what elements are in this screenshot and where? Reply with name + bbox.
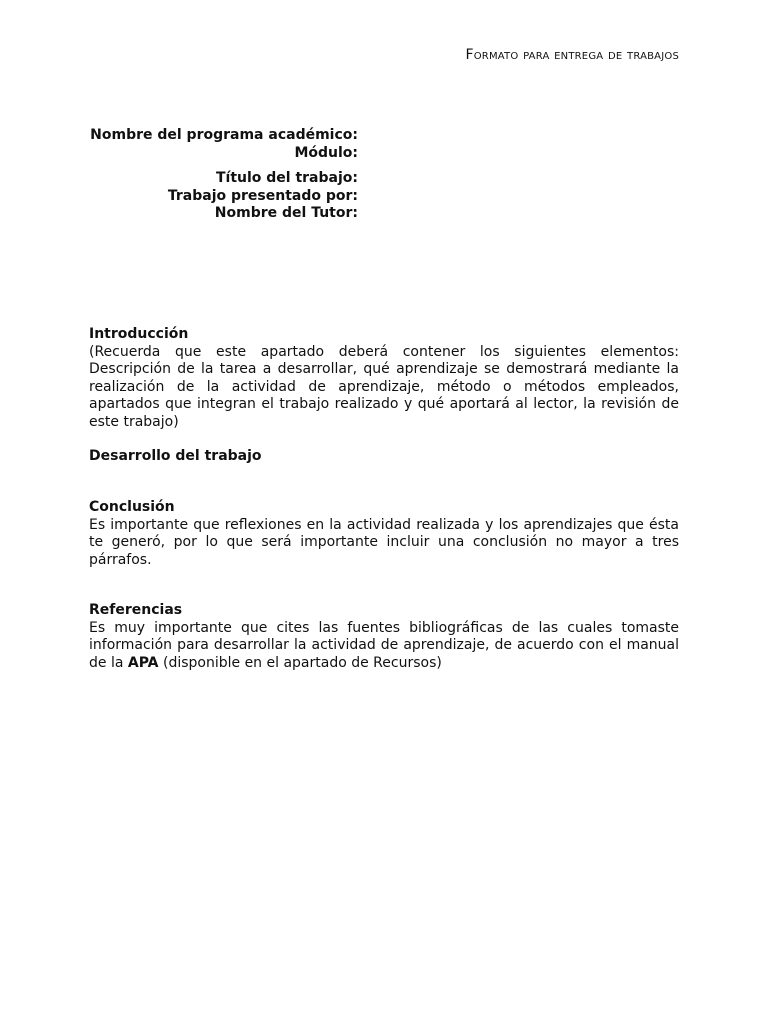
section-referencias xyxy=(89,602,679,672)
field-label-tutor: Nombre del Tutor: xyxy=(214,205,358,221)
section-introduccion xyxy=(89,326,679,432)
section-body-introduccion: (Recuerda que este apartado deberá contener los siguientes elementos: Descripción de la tarea a desarrollar, qué aprendizaje se demostrará mediante la realización de la actividad de aprendizaje, método o métodos empleados, apartados que integran el trabajo realizado y qué aportará al lector, la revisión de este trabajo) xyxy=(89,343,679,430)
field-label-modulo: Módulo: xyxy=(294,144,358,161)
section-heading-conclusion: Conclusión xyxy=(89,499,175,515)
section-heading-introduccion: Introducción xyxy=(89,326,189,342)
section-heading-referencias: Referencias xyxy=(89,602,183,618)
document-title: Formato para entrega de trabajos xyxy=(465,47,679,63)
section-body-referencias xyxy=(89,620,679,673)
section-desarrollo xyxy=(89,448,679,466)
referencias-apa-bold: APA xyxy=(127,654,159,671)
field-label-presentado: Trabajo presentado por: xyxy=(167,187,358,204)
field-label-titulo: Título del trabajo: xyxy=(215,170,358,186)
referencias-text-start: Es muy importante que cites las fuentes bibliográficas de las cuales tomaste información para desarrollar la actividad de aprendizaje, de acuerdo con el manual de la xyxy=(89,619,679,671)
field-label-programa: Nombre del programa académico: xyxy=(90,127,358,143)
section-body-conclusion: Es importante que reflexiones en la actividad realizada y los aprendizajes que ésta te generó, por lo que será importante incluir una conclusión no mayor a tres párrafos. xyxy=(89,516,679,568)
referencias-text-end: (disponible en el apartado de Recursos) xyxy=(158,654,442,671)
section-heading-desarrollo: Desarrollo del trabajo xyxy=(89,448,262,464)
section-conclusion xyxy=(89,499,679,569)
spacer xyxy=(60,162,358,170)
metadata-fields xyxy=(60,127,358,223)
